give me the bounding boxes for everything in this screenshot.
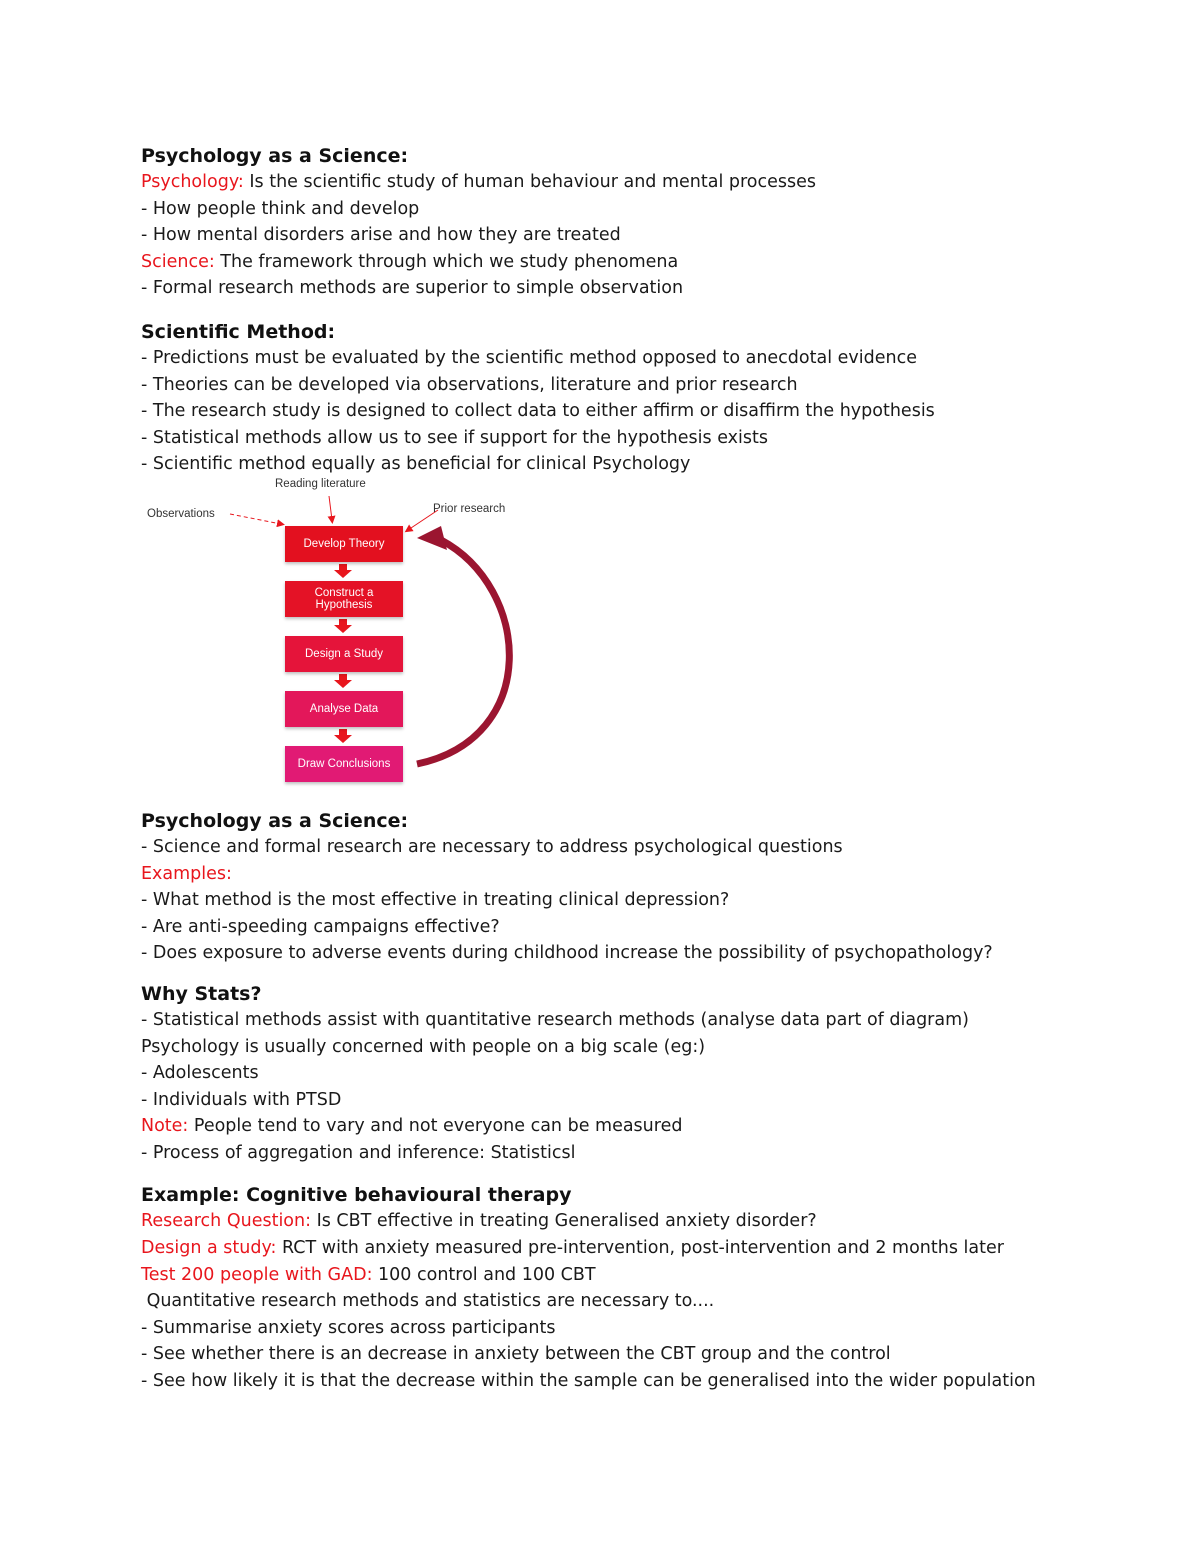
bullet-line: - Theories can be developed via observations, literature and prior research bbox=[141, 374, 798, 395]
text-line: - Statistical methods assist with quantitative research methods (analyse data part of diagram) bbox=[141, 1009, 969, 1030]
definition-line bbox=[141, 1208, 1101, 1235]
scientific-method-diagram bbox=[141, 478, 541, 808]
document-body bbox=[141, 143, 1101, 1395]
step-label-line2: Hypothesis bbox=[315, 598, 373, 611]
down-arrow bbox=[334, 729, 352, 743]
bullet-line: - Statistical methods allow us to see if support for the hypothesis exists bbox=[141, 427, 768, 448]
definition-text: The framework through which we study phenomena bbox=[214, 251, 679, 272]
bullet-line: - Are anti-speeding campaigns effective? bbox=[141, 916, 500, 937]
label-prior-research: Prior research bbox=[433, 502, 506, 515]
step-develop-theory bbox=[285, 526, 403, 562]
section-heading: Psychology as a Science: bbox=[141, 809, 409, 832]
definition-term: Test 200 people with GAD: bbox=[141, 1264, 373, 1285]
definition-term: Psychology: bbox=[141, 172, 244, 192]
observations-arrow bbox=[230, 514, 281, 524]
bullet-line: - Process of aggregation and inference: Statisticsl bbox=[141, 1142, 576, 1163]
note-term: Note: bbox=[141, 1116, 189, 1137]
step-label: Design a Study bbox=[305, 647, 383, 660]
bullet-line: - Scientific method equally as beneficial for clinical Psychology bbox=[141, 454, 691, 475]
step-label: Develop Theory bbox=[303, 537, 385, 550]
reading-arrow bbox=[329, 496, 332, 520]
bullet-line: - The research study is designed to collect data to either affirm or disaffirm the hypothesis bbox=[141, 401, 935, 422]
definition-text: RCT with anxiety measured pre-intervention, post-intervention and 2 months later bbox=[276, 1238, 1004, 1259]
text-line: Quantitative research methods and statistics are necessary to.... bbox=[141, 1291, 715, 1312]
bullet-line: - Predictions must be evaluated by the scientific method opposed to anecdotal evidence bbox=[141, 347, 917, 368]
section-heading: Example: Cognitive behavioural therapy bbox=[141, 1184, 572, 1207]
examples-label: Examples: bbox=[141, 863, 232, 884]
step-label: Analyse Data bbox=[309, 702, 379, 715]
section-heading: Scientific Method: bbox=[141, 320, 336, 343]
bullet-line: - Science and formal research are necessary to address psychological questions bbox=[141, 836, 843, 857]
down-arrow bbox=[334, 619, 352, 633]
text-line: Psychology is usually concerned with people on a big scale (eg:) bbox=[141, 1036, 706, 1057]
bullet-line: - Individuals with PTSD bbox=[141, 1089, 342, 1110]
definition-term: Design a study: bbox=[141, 1238, 277, 1259]
step-draw-conclusions bbox=[285, 746, 403, 782]
section-heading: Why Stats? bbox=[141, 982, 262, 1005]
definition-line bbox=[141, 1262, 1101, 1289]
step-analyse-data bbox=[285, 691, 403, 727]
definition-text: Is the scientific study of human behaviour and mental processes bbox=[243, 172, 817, 192]
definition-line bbox=[141, 169, 1101, 196]
bullet-line: - How people think and develop bbox=[141, 198, 420, 219]
step-label: Draw Conclusions bbox=[297, 757, 391, 770]
bullet-line: - Formal research methods are superior to simple observation bbox=[141, 278, 684, 299]
section-heading: Psychology as a Science: bbox=[141, 145, 409, 167]
bullet-line: - Does exposure to adverse events during childhood increase the possibility of psychopathology? bbox=[141, 943, 993, 964]
bullet-line: - How mental disorders arise and how they are treated bbox=[141, 225, 621, 246]
bullet-line: - What method is the most effective in treating clinical depression? bbox=[141, 890, 730, 911]
definition-text: 100 control and 100 CBT bbox=[372, 1264, 596, 1285]
down-arrow bbox=[334, 564, 352, 578]
bullet-line: - See whether there is an decrease in anxiety between the CBT group and the control bbox=[141, 1344, 891, 1365]
step-design-study bbox=[285, 636, 403, 672]
note-text: People tend to vary and not everyone can be measured bbox=[188, 1116, 683, 1137]
feedback-arrowhead bbox=[417, 526, 447, 550]
bullet-line: - Summarise anxiety scores across participants bbox=[141, 1317, 556, 1338]
bullet-line: - Adolescents bbox=[141, 1063, 259, 1084]
definition-line bbox=[141, 1235, 1101, 1262]
definition-line bbox=[141, 249, 1101, 276]
note-line bbox=[141, 1113, 1101, 1140]
definition-text: Is CBT effective in treating Generalised anxiety disorder? bbox=[311, 1211, 817, 1232]
definition-term: Science: bbox=[141, 251, 215, 272]
feedback-curve bbox=[417, 540, 509, 764]
bullet-line: - See how likely it is that the decrease within the sample can be generalised into the wider population bbox=[141, 1371, 1036, 1392]
definition-term: Research Question: bbox=[141, 1211, 312, 1232]
label-observations: Observations bbox=[147, 507, 215, 520]
down-arrow bbox=[334, 674, 352, 688]
label-reading-literature: Reading literature bbox=[275, 477, 366, 490]
step-label: Construct a bbox=[314, 586, 374, 599]
step-construct-hypothesis bbox=[285, 581, 403, 617]
